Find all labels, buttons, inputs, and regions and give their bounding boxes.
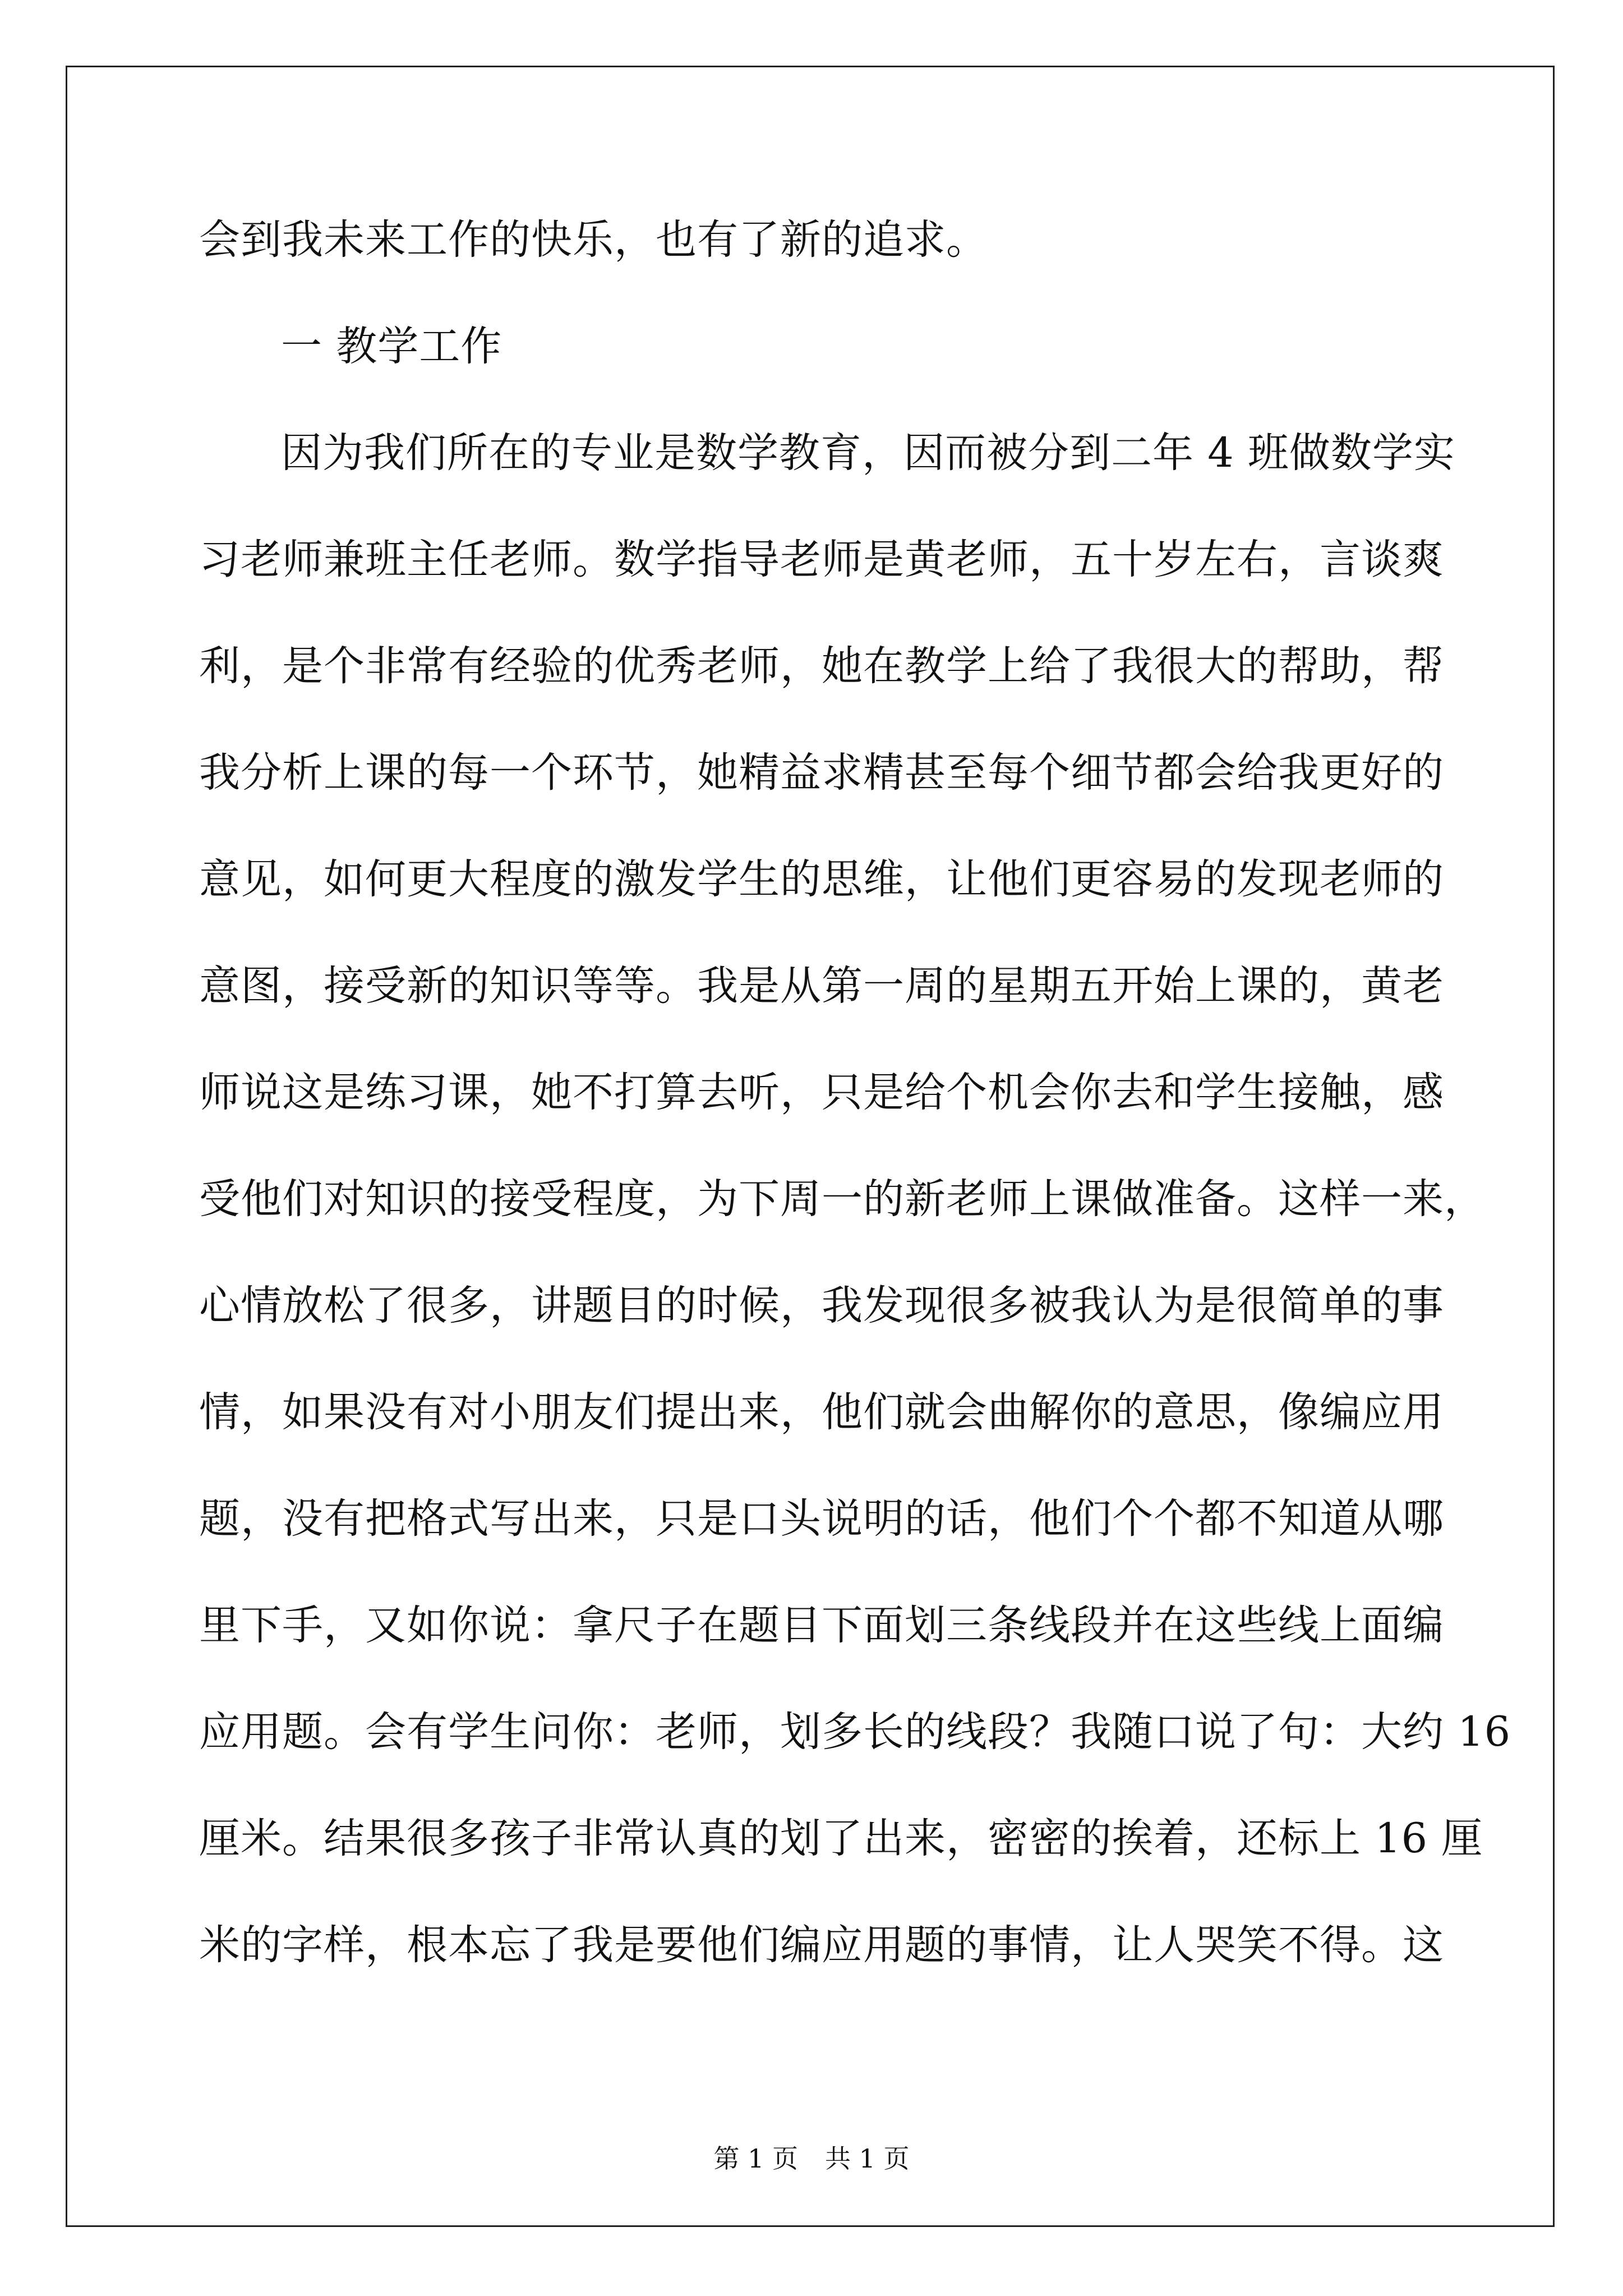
text-line: 心情放松了很多，讲题目的时候，我发现很多被我认为是很简单的事 <box>199 1282 1444 1329</box>
text-line: 应用题。会有学生问你：老师，划多长的线段？我随口说了句：大约 16 <box>199 1708 1511 1756</box>
page-total: 共 1 页 <box>825 2143 910 2174</box>
text-line: 意图，接受新的知识等等。我是从第一周的星期五开始上课的，黄老 <box>199 962 1444 1010</box>
text-line: 厘米。结果很多孩子非常认真的划了出来，密密的挨着，还标上 16 厘 <box>199 1815 1483 1862</box>
text-line: 意见，如何更大程度的激发学生的思维，让他们更容易的发现老师的 <box>199 855 1444 903</box>
text-line: 题，没有把格式写出来，只是口头说明的话，他们个个都不知道从哪 <box>199 1495 1444 1543</box>
page-number: 第 1 页 <box>713 2143 798 2174</box>
text-line: 我分析上课的每一个环节，她精益求精甚至每个细节都会给我更好的 <box>199 749 1444 797</box>
text-line: 情，如果没有对小朋友们提出来，他们就会曲解你的意思，像编应用 <box>199 1388 1444 1436</box>
document-body <box>199 212 1511 2024</box>
text-line: 因为我们所在的专业是数学教育，因而被分到二年 4 班做数学实 <box>281 429 1455 477</box>
section-heading: 一 教学工作 <box>281 323 502 370</box>
text-line: 利，是个非常有经验的优秀老师，她在教学上给了我很大的帮助，帮 <box>199 642 1444 690</box>
text-line: 受他们对知识的接受程度，为下周一的新老师上课做准备。这样一来， <box>199 1175 1486 1223</box>
text-line: 里下手，又如你说：拿尺子在题目下面划三条线段并在这些线上面编 <box>199 1602 1444 1649</box>
page-footer <box>0 2142 1623 2175</box>
text-line: 师说这是练习课，她不打算去听，只是给个机会你去和学生接触，感 <box>199 1069 1444 1116</box>
text-line: 习老师兼班主任老师。数学指导老师是黄老师，五十岁左右，言谈爽 <box>199 536 1444 583</box>
text-line: 米的字样，根本忘了我是要他们编应用题的事情，让人哭笑不得。这 <box>199 1921 1444 1969</box>
text-line: 会到我未来工作的快乐，也有了新的追求。 <box>199 216 988 264</box>
